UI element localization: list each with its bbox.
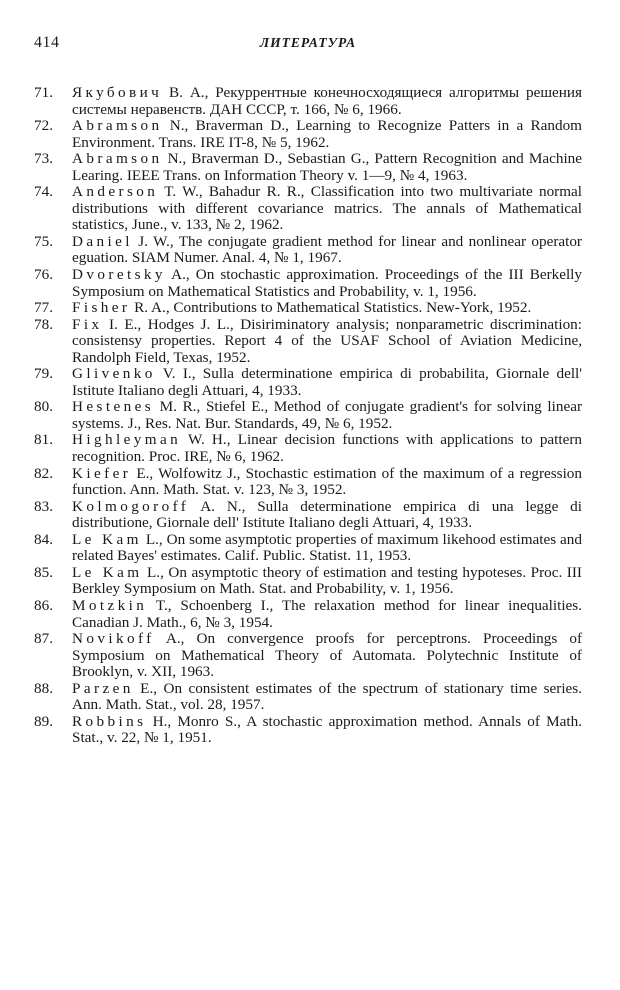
- reference-text: E., On consistent estimates of the spectrum of stationary time series. Ann. Math. Stat., vol. 28, 1957.: [72, 679, 582, 714]
- reference-item: [34, 267, 582, 300]
- reference-number: 87.: [34, 630, 53, 648]
- reference-item: [34, 532, 582, 565]
- reference-item: [34, 399, 582, 432]
- reference-number: 74.: [34, 183, 53, 201]
- reference-text: T., Schoenberg I., The relaxation method for linear inequalities. Canadian J. Math., 6, № 3, 1954.: [72, 596, 582, 631]
- reference-author: Dvoretsky: [72, 266, 166, 284]
- reference-item: [34, 466, 582, 499]
- reference-item: [34, 118, 582, 151]
- reference-number: 88.: [34, 679, 53, 697]
- reference-text: V. I., Sulla determinatione empirica di probabilita, Giornale dell' Istitute Italiano degli Attuari, 4, 1933.: [72, 365, 582, 399]
- reference-text: M. R., Stiefel E., Method of conjugate gradient's for solving linear systems. J., Res. Nat. Bur. Standards, 49, № 6, 1952.: [72, 398, 582, 432]
- reference-text: W. H., Linear decision functions with applications to pattern recognition. Proc. IRE, № 6, 1962.: [72, 431, 582, 466]
- reference-author: Robbins: [72, 712, 147, 730]
- running-head-title: ЛИТЕРАТУРА: [259, 35, 357, 50]
- reference-author: Anderson: [72, 183, 159, 201]
- reference-item: [34, 234, 582, 267]
- reference-number: 77.: [34, 299, 53, 317]
- reference-author: Fix: [72, 315, 103, 333]
- reference-number: 84.: [34, 530, 53, 548]
- reference-text: E., Wolfowitz J., Stochastic estimation of the maximum of a regression function. Ann. Math. Stat. v. 123, № 3, 1952.: [72, 464, 582, 499]
- reference-number: 82.: [34, 464, 53, 482]
- reference-text: J. W., The conjugate gradient method for linear and nonlinear operator eguation. SIAM Numer. Anal. 4, № 1, 1967.: [72, 232, 582, 267]
- reference-number: 85.: [34, 563, 53, 581]
- reference-item: [34, 432, 582, 465]
- reference-item: [34, 714, 582, 747]
- reference-item: [34, 631, 582, 681]
- reference-text: I. E., Hodges J. L., Disiriminatory analysis; nonparametric discrimination: consistensy properties. Report 4 of the USAF School of Aviation Medicine, Randolph Field, Texas, 1952.: [72, 315, 582, 366]
- reference-number: 78.: [34, 315, 53, 333]
- reference-item: [34, 598, 582, 631]
- reference-item: [34, 499, 582, 532]
- reference-item: [34, 300, 582, 317]
- reference-text: H., Monro S., A stochastic approximation method. Annals of Math. Stat., v. 22, № 1, 1951.: [72, 712, 582, 747]
- reference-text: T. W., Bahadur R. R., Classification into two multivariate normal distributions with different covariance matrics. The annals of Mathematical statistics, June., v. 133, № 2, 1962.: [72, 183, 582, 234]
- reference-text: В. А., Рекуррентные конечносходящиеся алгоритмы решения системы неравенств. ДАН СССР, т. 166, № 6, 1966.: [72, 84, 582, 118]
- reference-text: L., On asymptotic theory of estimation and testing hypoteses. Proc. III Berkley Symposium on Math. Stat. and Probability, v. 1, 1956.: [72, 563, 582, 598]
- reference-text: N., Braverman D., Sebastian G., Pattern Recognition and Machine Learing. IEEE Trans. on Information Theory v. 1—9, № 4, 1963.: [72, 150, 582, 184]
- reference-number: 76.: [34, 266, 53, 284]
- reference-item: [34, 317, 582, 367]
- reference-number: 73.: [34, 150, 53, 168]
- reference-author: Le Kam: [72, 530, 142, 548]
- reference-number: 72.: [34, 117, 53, 135]
- reference-item: [34, 366, 582, 399]
- reference-text: N., Braverman D., Learning to Recognize Patters in a Random Environment. Trans. IRE IT-8, № 5, 1962.: [72, 117, 582, 151]
- reference-author: Hestenes: [72, 398, 155, 416]
- page-header: [34, 34, 582, 56]
- page-number: 414: [34, 34, 60, 51]
- reference-number: 75.: [34, 232, 53, 250]
- reference-author: Fisher: [72, 299, 131, 317]
- reference-author: Novikoff: [72, 630, 155, 648]
- reference-item: [34, 151, 582, 184]
- reference-text: R. A., Contributions to Mathematical Statistics. New-York, 1952.: [130, 299, 532, 317]
- reference-text: A., On convergence proofs for perceptrons. Proceedings of Symposium on Mathematical Theory of Automata. Polytechnic Institute of Brooklyn, v. XII, 1963.: [72, 630, 582, 681]
- reference-author: Le Kam: [72, 563, 143, 581]
- reference-author: Kolmogoroff: [72, 497, 190, 515]
- reference-number: 80.: [34, 398, 53, 416]
- reference-author: Kiefer: [72, 464, 132, 482]
- reference-number: 79.: [34, 365, 53, 383]
- reference-number: 81.: [34, 431, 53, 449]
- reference-item: [34, 184, 582, 234]
- reference-item: [34, 681, 582, 714]
- reference-number: 83.: [34, 497, 53, 515]
- reference-item: [34, 565, 582, 598]
- reference-list: [34, 85, 582, 747]
- reference-author: Highleyman: [72, 431, 182, 449]
- reference-text: A. N., Sulla determinatione empirica di una legge di distributione, Giornale dell' Istitute Italiano degli Attuari, 4, 1933.: [72, 497, 582, 532]
- reference-number: 71.: [34, 84, 53, 101]
- reference-author: Glivenko: [72, 365, 156, 383]
- reference-text: A., On stochastic approximation. Proceedings of the III Berkelly Symposium on Mathematical Statistics and Probability, v. 1, 1956.: [72, 266, 582, 300]
- reference-number: 89.: [34, 712, 53, 730]
- reference-number: 86.: [34, 596, 53, 614]
- reference-author: Abramson: [72, 150, 163, 168]
- reference-text: L., On some asymptotic properties of maximum likehood estimates and related Bayes' estimates. Calif. Public. Statist. 11, 1953.: [72, 530, 582, 565]
- reference-author: Parzen: [72, 679, 134, 697]
- reference-author: Якубович: [72, 84, 163, 101]
- reference-author: Daniel: [72, 232, 133, 250]
- reference-author: Motzkin: [72, 596, 148, 614]
- reference-author: Abramson: [72, 117, 163, 135]
- reference-item: [34, 85, 582, 118]
